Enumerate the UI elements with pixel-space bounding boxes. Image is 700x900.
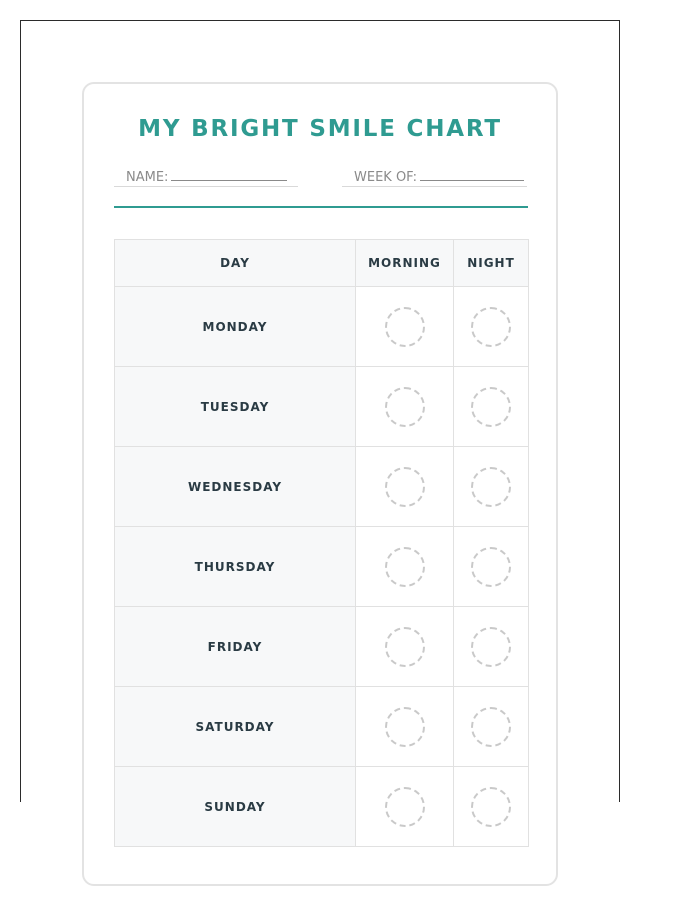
- morning-checkbox-circle[interactable]: [385, 387, 425, 427]
- name-label: NAME:: [126, 170, 169, 185]
- morning-checkbox-circle[interactable]: [385, 547, 425, 587]
- day-label: THURSDAY: [115, 527, 356, 607]
- week-label: WEEK OF:: [354, 170, 418, 185]
- title-divider: [114, 206, 528, 208]
- day-label: TUESDAY: [115, 367, 356, 447]
- night-checkbox-circle[interactable]: [471, 547, 511, 587]
- morning-checkbox-circle[interactable]: [385, 627, 425, 667]
- week-blank-line: [420, 168, 524, 181]
- night-checkbox-circle[interactable]: [471, 307, 511, 347]
- table-row: [115, 607, 529, 687]
- morning-checkbox-circle[interactable]: [385, 307, 425, 347]
- night-cell: [454, 767, 529, 847]
- week-field: [342, 168, 527, 187]
- smile-chart-card: [82, 82, 558, 886]
- name-blank-line: [171, 168, 287, 181]
- table-row: [115, 527, 529, 607]
- column-header-day: DAY: [115, 240, 356, 287]
- morning-cell: [356, 527, 454, 607]
- table-row: [115, 687, 529, 767]
- day-label: SUNDAY: [115, 767, 356, 847]
- morning-cell: [356, 447, 454, 527]
- night-checkbox-circle[interactable]: [471, 627, 511, 667]
- night-cell: [454, 287, 529, 367]
- night-cell: [454, 527, 529, 607]
- night-cell: [454, 687, 529, 767]
- night-checkbox-circle[interactable]: [471, 387, 511, 427]
- chart-title: MY BRIGHT SMILE CHART: [138, 116, 502, 142]
- morning-cell: [356, 287, 454, 367]
- table-row: [115, 447, 529, 527]
- night-cell: [454, 367, 529, 447]
- column-header-morning: MORNING: [356, 240, 454, 287]
- morning-checkbox-circle[interactable]: [385, 787, 425, 827]
- morning-cell: [356, 367, 454, 447]
- day-label: FRIDAY: [115, 607, 356, 687]
- morning-cell: [356, 767, 454, 847]
- morning-cell: [356, 687, 454, 767]
- day-label: SATURDAY: [115, 687, 356, 767]
- night-checkbox-circle[interactable]: [471, 707, 511, 747]
- night-cell: [454, 607, 529, 687]
- name-field: [114, 168, 298, 187]
- morning-checkbox-circle[interactable]: [385, 467, 425, 507]
- morning-cell: [356, 607, 454, 687]
- morning-checkbox-circle[interactable]: [385, 707, 425, 747]
- night-cell: [454, 447, 529, 527]
- table-row: [115, 767, 529, 847]
- table-row: [115, 367, 529, 447]
- day-label: MONDAY: [115, 287, 356, 367]
- table-row: [115, 287, 529, 367]
- brushing-table: [114, 239, 529, 847]
- column-header-night: NIGHT: [454, 240, 529, 287]
- night-checkbox-circle[interactable]: [471, 467, 511, 507]
- day-label: WEDNESDAY: [115, 447, 356, 527]
- night-checkbox-circle[interactable]: [471, 787, 511, 827]
- table-header-row: [115, 240, 529, 287]
- browser-viewport: [20, 20, 620, 814]
